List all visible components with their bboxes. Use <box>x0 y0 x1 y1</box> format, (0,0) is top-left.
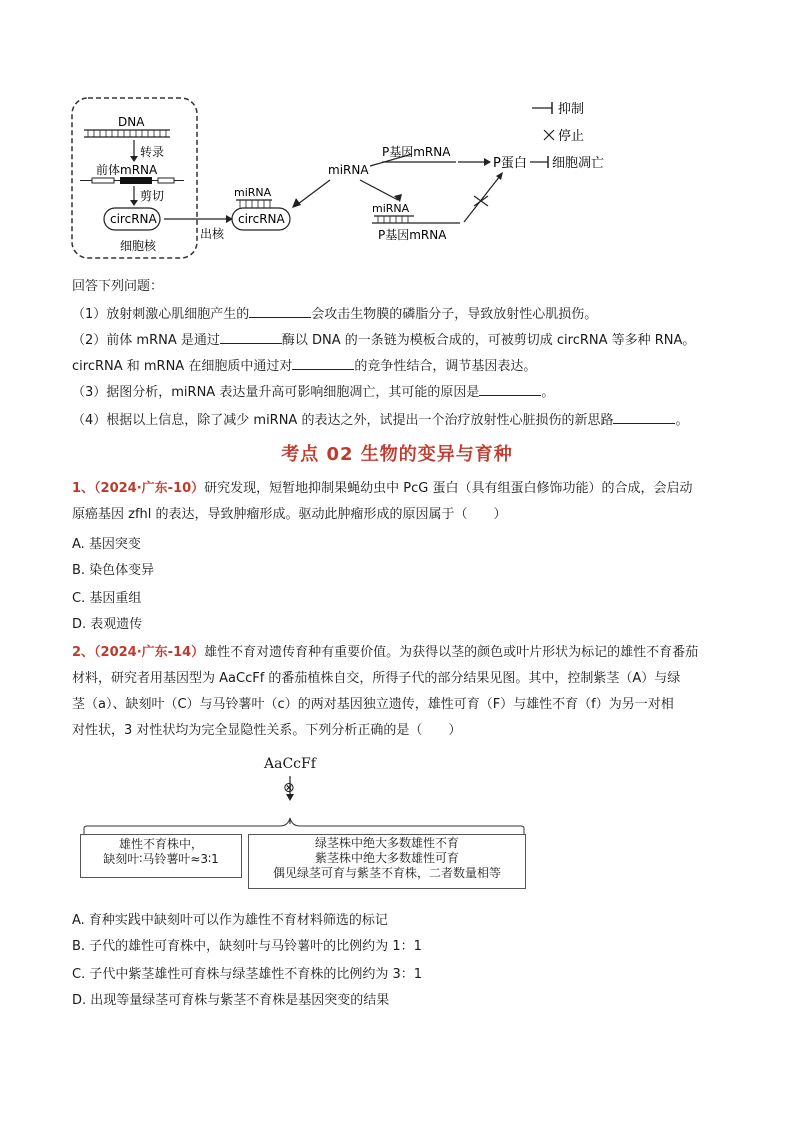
gene-regulation-diagram <box>60 92 640 272</box>
item-1-option-b[interactable]: B. 染色体变异 <box>72 563 155 578</box>
item-1-source: （2024·广东-10） <box>94 481 205 496</box>
q4-blank[interactable] <box>613 410 675 424</box>
item-1-line2: 原癌基因 zfhl 的表达，导致肿瘤形成。驱动此肿瘤形成的原因属于（ ） <box>72 507 507 522</box>
q3-text-a: （3）据图分析，miRNA 表达量升高可影响细胞凋亡，其可能的原因是 <box>72 385 480 400</box>
item-1-number: 1、 <box>72 481 95 496</box>
left-result-box <box>80 834 242 878</box>
item-2-option-a[interactable]: A. 育种实践中缺刻叶可以作为雄性不育材料筛选的标记 <box>72 913 388 928</box>
item-2-line1 <box>72 644 698 662</box>
item-1-option-a[interactable]: A. 基因突变 <box>72 537 141 552</box>
mirna-center-label: miRNA <box>328 163 369 177</box>
item-2-stem-1: 雄性不育对遗传育种有重要价值。为获得以茎的颜色或叶片形状为标记的雄性不育番茄 <box>204 645 699 660</box>
q2-text-b: 酶以 DNA 的一条链为模板合成的，可被剪切成 circRNA 等多种 RNA。 <box>281 333 696 348</box>
mirna-bottom-label: miRNA <box>372 202 410 215</box>
circrna-nucleus-label: circRNA <box>110 212 157 226</box>
p-gene-mrna-bottom-label: P基因mRNA <box>378 228 447 242</box>
right-result-box <box>248 834 526 889</box>
circrna-cyto-label: circRNA <box>238 212 285 226</box>
legend-inhibit-label: 抑制 <box>558 102 585 117</box>
item-1-option-d[interactable]: D. 表观遗传 <box>72 617 143 632</box>
nucleus-label: 细胞核 <box>120 239 157 253</box>
pre-mrna-label: 前体mRNA <box>96 163 158 177</box>
right-result-line1: 绿茎株中绝大多数雄性不育 <box>314 836 459 850</box>
item-2-number: 2、 <box>72 645 95 660</box>
q2-text-a: （2）前体 mRNA 是通过 <box>72 333 220 348</box>
apoptosis-label: 细胞凋亡 <box>552 156 605 171</box>
q2-blank-2[interactable] <box>292 356 354 370</box>
item-2-line3: 茎（a）、缺刻叶（C）与马铃薯叶（c）的两对基因独立遗传，雄性可育（F）与雄性不育（f）为另一对相 <box>72 697 674 712</box>
legend-stop-label: 停止 <box>558 129 585 144</box>
splice-label: 剪切 <box>140 189 165 203</box>
p-protein-label: P蛋白 <box>493 156 527 171</box>
item-2-line4: 对性状，3 对性状均为完全显隐性关系。下列分析正确的是（ ） <box>72 723 462 738</box>
q1-text-b: 会攻击生物膜的磷脂分子，导致放射性心肌损伤。 <box>311 307 598 322</box>
dna-label: DNA <box>118 115 145 129</box>
q3-blank[interactable] <box>479 382 541 396</box>
q3-text-b: 。 <box>541 385 555 400</box>
section-title: 考点 02 生物的变异与育种 <box>281 444 513 465</box>
left-result-line1: 雄性不育株中， <box>118 837 203 851</box>
left-result-line2: 缺刻叶∶马铃薯叶≈3∶1 <box>103 852 219 866</box>
item-2-source: （2024·广东-14） <box>94 645 205 660</box>
item-2-option-d[interactable]: D. 出现等量绿茎可育株与紫茎不育株是基因突变的结果 <box>72 993 390 1008</box>
selfing-symbol: ⊗ <box>283 780 295 796</box>
q2-text-c: circRNA 和 mRNA 在细胞质中通过对 <box>72 359 293 374</box>
q4-text-a: （4）根据以上信息，除了减少 miRNA 的表达之外，试提出一个治疗放射性心脏损伤的新思路 <box>72 413 614 428</box>
questions-intro: 回答下列问题： <box>72 279 164 294</box>
right-result-line3: 偶见绿茎可育与紫茎不育株，二者数量相等 <box>272 866 501 880</box>
question-1 <box>72 304 597 324</box>
parent-genotype: AaCcFf <box>264 756 316 772</box>
q2-blank-1[interactable] <box>220 330 282 344</box>
item-1-line1 <box>72 480 692 498</box>
item-2-option-c[interactable]: C. 子代中紫茎雄性可育株与绿茎雄性不育株的比例约为 3：1 <box>72 967 423 982</box>
right-result-line2: 紫茎株中绝大多数雄性可育 <box>314 851 459 865</box>
item-2-option-b[interactable]: B. 子代的雄性可育株中，缺刻叶与马铃薯叶的比例约为 1：1 <box>72 939 422 954</box>
p-gene-mrna-top-label: P基因mRNA <box>382 145 451 159</box>
item-2-line2: 材料，研究者用基因型为 AaCcFf 的番茄植株自交，所得子代的部分结果见图。其中，控制紫茎（A）与绿 <box>72 671 681 686</box>
q2-text-d: 的竞争性结合，调节基因表达。 <box>354 359 537 374</box>
transcribe-label: 转录 <box>140 145 165 159</box>
question-4 <box>72 410 688 430</box>
q4-text-b: 。 <box>675 413 689 428</box>
q1-blank[interactable] <box>249 304 311 318</box>
export-label: 出核 <box>200 227 225 241</box>
mirna-circ-label: miRNA <box>234 186 272 199</box>
question-2-line1 <box>72 330 695 350</box>
question-3 <box>72 382 554 402</box>
item-1-option-c[interactable]: C. 基因重组 <box>72 591 142 606</box>
q1-text-a: （1）放射刺激心肌细胞产生的 <box>72 307 250 322</box>
item-1-stem-1: 研究发现，短暂地抑制果蝇幼虫中 PcG 蛋白（具有组蛋白修饰功能）的合成，会启动 <box>204 481 693 496</box>
question-2-line2 <box>72 356 536 376</box>
brace <box>80 814 530 836</box>
